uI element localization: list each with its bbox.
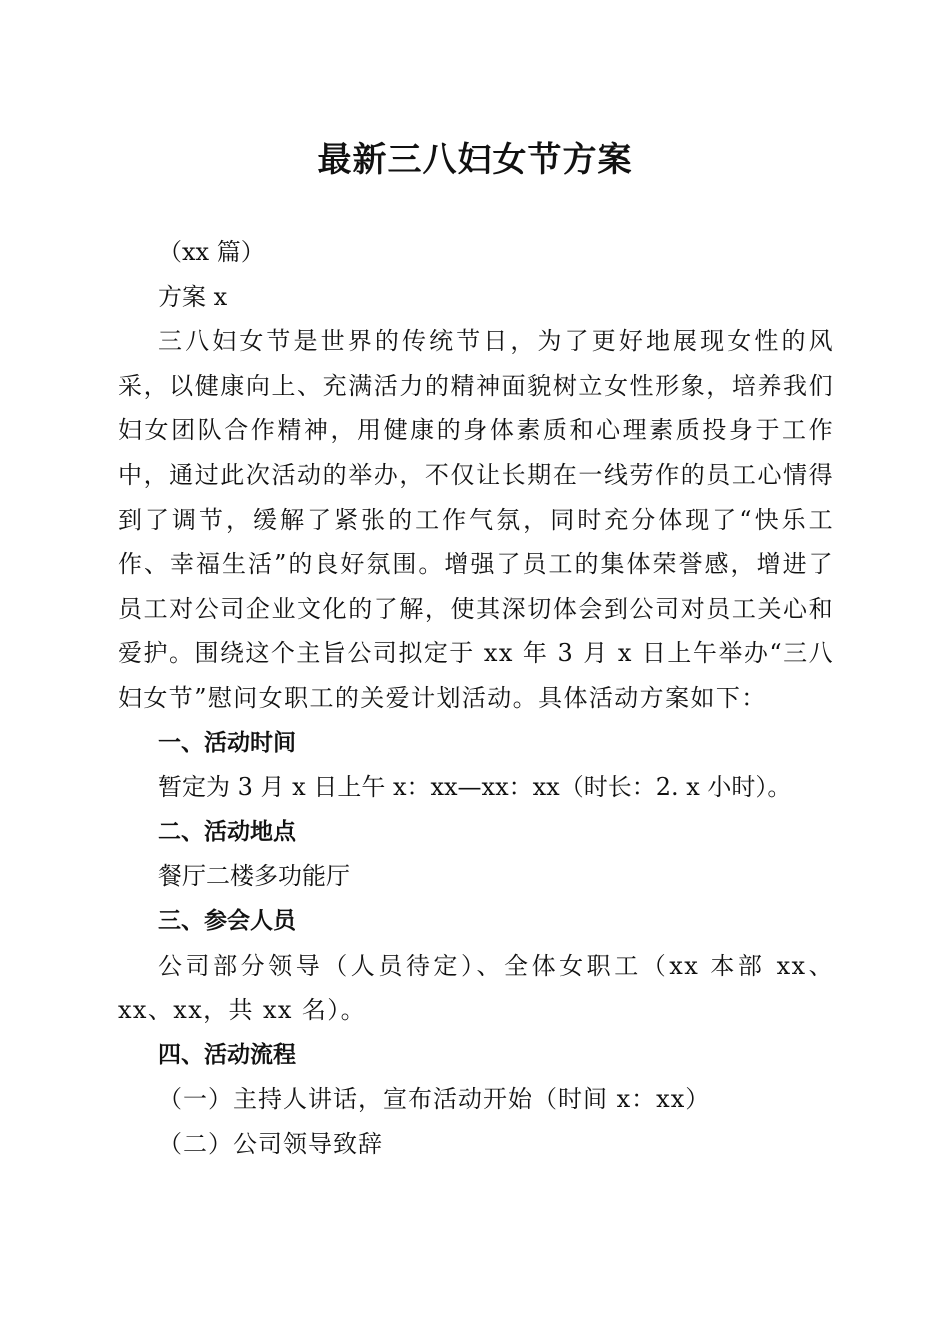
section-heading-time: 一、活动时间 xyxy=(158,729,296,756)
subtitle-fangan: 方案 x xyxy=(158,282,228,311)
flow-item-1: （一）主持人讲话，宣布活动开始（时间 x：xx） xyxy=(158,1085,711,1114)
flow-item-2: （二）公司领导致辞 xyxy=(158,1129,383,1158)
subtitle-pian: （xx 篇） xyxy=(158,238,265,266)
section-text-people: 公司部分领导（人员待定）、全体女职工（xx 本部 xx、xx、xx，共 xx 名）。 xyxy=(118,951,834,1025)
section-heading-place: 二、活动地点 xyxy=(158,818,296,845)
section-heading-people: 三、参会人员 xyxy=(158,907,296,934)
section-heading-flow: 四、活动流程 xyxy=(158,1041,296,1068)
section-text-time: 暂定为 3 月 x 日上午 x：xx—xx：xx（时长：2. x 小时）。 xyxy=(158,773,792,802)
section-text-place: 餐厅二楼多功能厅 xyxy=(158,862,350,891)
document-body xyxy=(118,230,834,1166)
intro-paragraph: 三八妇女节是世界的传统节日，为了更好地展现女性的风采，以健康向上、充满活力的精神面貌树立女性形象，培养我们妇女团队合作精神，用健康的身体素质和心理素质投身于工作中，通过此次活动的举办，不仅让长期在一线劳作的员工心情得到了调节，缓解了紧张的工作气氛，同时充分体现了“快乐工作、幸福生活”的良好氛围。增强了员工的集体荣誉感，增进了员工对公司企业文化的了解，使其深切体会到公司对员工关心和爱护。围绕这个主旨公司拟定于 xx 年 3 月 x 日上午举办“三八妇女节”慰问女职工的关爱计划活动。具体活动方案如下： xyxy=(118,327,834,712)
document-title: 最新三八妇女节方案 xyxy=(317,140,633,180)
